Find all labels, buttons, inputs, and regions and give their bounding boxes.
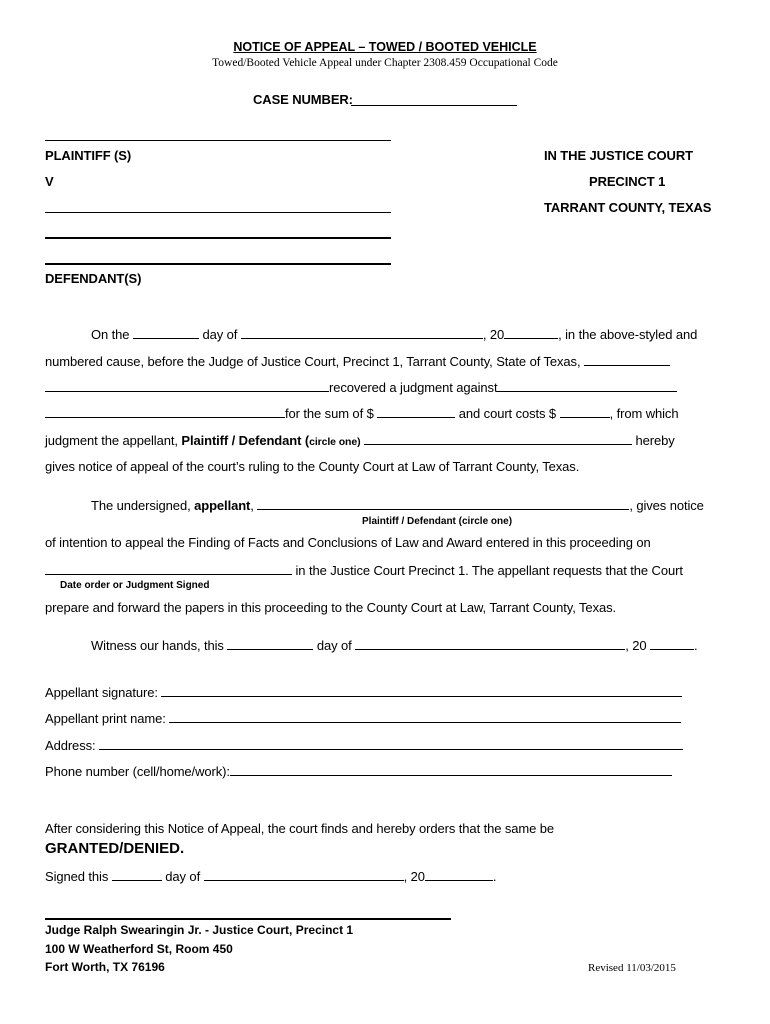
- para1-line3: [45, 379, 677, 395]
- comma-text: ,: [250, 498, 254, 513]
- para1-line6: gives notice of appeal of the court’s ruling to the County Court at Law of Tarrant County, Texas.: [45, 459, 580, 474]
- para1-day-field[interactable]: [133, 326, 199, 339]
- para1-against-field[interactable]: [497, 379, 677, 392]
- court-county: TARRANT COUNTY, TEXAS: [544, 200, 712, 215]
- signed-comma-20-text: , 20: [403, 869, 425, 884]
- para2-line2: of intention to appeal the Finding of Facts and Conclusions of Law and Award entered in this proceeding on: [45, 535, 651, 550]
- court-costs-text: and court costs $: [458, 406, 557, 421]
- para1-line1: [91, 326, 697, 342]
- gives-notice-text: , gives notice: [629, 498, 704, 513]
- in-above-styled-text: , in the above-styled and: [558, 327, 698, 342]
- pd-circle-caption: Plaintiff / Defendant (circle one): [362, 516, 513, 527]
- para1-plaintiff-field-b[interactable]: [45, 379, 329, 392]
- order-text: After considering this Notice of Appeal, the court finds and hereby orders that the same be: [45, 821, 555, 836]
- judge-signature-line[interactable]: [45, 918, 451, 920]
- para1-defendant-field[interactable]: [45, 405, 285, 418]
- recovered-text: recovered a judgment against: [329, 380, 498, 395]
- signed-this-text: Signed this: [45, 869, 109, 884]
- appellant-print-name-row: [45, 710, 681, 726]
- para2-appellant-name-field[interactable]: [257, 497, 629, 510]
- judgment-appellant-text: judgment the appellant,: [45, 433, 178, 448]
- court-precinct: PRECINCT 1: [589, 174, 666, 189]
- versus-label: V: [45, 174, 54, 189]
- para2-line4: prepare and forward the papers in this proceeding to the County Court at Law, Tarrant County, Texas.: [45, 600, 617, 615]
- granted-denied-text: GRANTED/DENIED.: [45, 840, 185, 857]
- case-number-field[interactable]: [351, 105, 517, 106]
- witness-day-of-text: day of: [316, 638, 352, 653]
- case-number-label: CASE NUMBER:: [253, 92, 353, 107]
- appellant-print-name-label: Appellant print name:: [45, 711, 166, 726]
- judge-name: Judge Ralph Swearingin Jr. - Justice Court, Precinct 1: [45, 923, 354, 937]
- for-sum-text: for the sum of $: [285, 406, 374, 421]
- signed-month-field[interactable]: [204, 868, 404, 881]
- para1-plaintiff-field-a[interactable]: [584, 353, 670, 366]
- undersigned-text: The undersigned,: [91, 498, 191, 513]
- appellant-signature-label: Appellant signature:: [45, 685, 158, 700]
- para1-year-field[interactable]: [504, 326, 558, 339]
- court-name: IN THE JUSTICE COURT: [544, 148, 693, 163]
- revised-date: Revised 11/03/2015: [588, 962, 676, 974]
- comma-20-text: , 20: [482, 327, 505, 342]
- witness-line: [91, 637, 698, 653]
- witness-text: Witness our hands, this: [91, 638, 224, 653]
- witness-year-field[interactable]: [650, 637, 694, 650]
- para2-line3: [45, 562, 683, 578]
- appellant-text: appellant: [194, 498, 251, 513]
- phone-field[interactable]: [230, 763, 672, 776]
- numbered-cause-text: numbered cause, before the Judge of Justice Court, Precinct 1, Tarrant County, State of Texas,: [45, 354, 581, 369]
- signed-day-field[interactable]: [112, 868, 162, 881]
- defendant-field-2[interactable]: [45, 237, 391, 239]
- judgment-date-field[interactable]: [45, 562, 292, 575]
- document-title: NOTICE OF APPEAL – TOWED / BOOTED VEHICLE: [233, 40, 537, 54]
- from-which-text: , from which: [609, 406, 679, 421]
- plaintiff-label: PLAINTIFF (S): [45, 148, 132, 163]
- address-field[interactable]: [99, 737, 683, 750]
- defendant-label: DEFENDANT(S): [45, 271, 142, 286]
- witness-period: .: [694, 638, 698, 653]
- phone-row: [45, 763, 672, 779]
- date-order-caption: Date order or Judgment Signed: [60, 580, 210, 591]
- para1-appellant-field[interactable]: [364, 432, 632, 445]
- hereby-text: hereby: [635, 433, 675, 448]
- para1-line2: [45, 353, 670, 369]
- judge-address-line2: Fort Worth, TX 76196: [45, 960, 165, 974]
- day-of-text: day of: [202, 327, 238, 342]
- phone-label: Phone number (cell/home/work):: [45, 764, 230, 779]
- document-subtitle: Towed/Booted Vehicle Appeal under Chapter 2308.459 Occupational Code: [212, 57, 558, 69]
- address-row: [45, 737, 683, 753]
- appellant-print-name-field[interactable]: [169, 710, 681, 723]
- appellant-signature-field[interactable]: [161, 684, 682, 697]
- signed-this-line: [45, 868, 496, 884]
- para1-month-field[interactable]: [241, 326, 483, 339]
- signed-day-of-text: day of: [165, 869, 201, 884]
- address-label: Address:: [45, 738, 96, 753]
- defendant-field-1[interactable]: [45, 212, 391, 213]
- judge-address-line1: 100 W Weatherford St, Room 450: [45, 942, 233, 956]
- witness-comma-20-text: , 20: [625, 638, 647, 653]
- on-the-text: On the: [91, 327, 130, 342]
- plaintiff-field[interactable]: [45, 140, 391, 141]
- signed-period: .: [492, 869, 497, 884]
- signed-year-field[interactable]: [425, 868, 493, 881]
- in-justice-court-text: in the Justice Court Precinct 1. The appellant requests that the Court: [295, 563, 683, 578]
- appellant-signature-row: [45, 684, 682, 700]
- para1-line5: [45, 432, 675, 448]
- defendant-field-3[interactable]: [45, 263, 391, 265]
- para2-line1: [91, 497, 704, 513]
- sum-amount-field[interactable]: [377, 405, 455, 418]
- circle-one-text: circle one): [309, 436, 361, 448]
- para1-line4: [45, 405, 678, 421]
- witness-month-field[interactable]: [355, 637, 625, 650]
- court-costs-field[interactable]: [560, 405, 610, 418]
- witness-day-field[interactable]: [227, 637, 313, 650]
- plaintiff-defendant-text: Plaintiff / Defendant (: [181, 433, 310, 448]
